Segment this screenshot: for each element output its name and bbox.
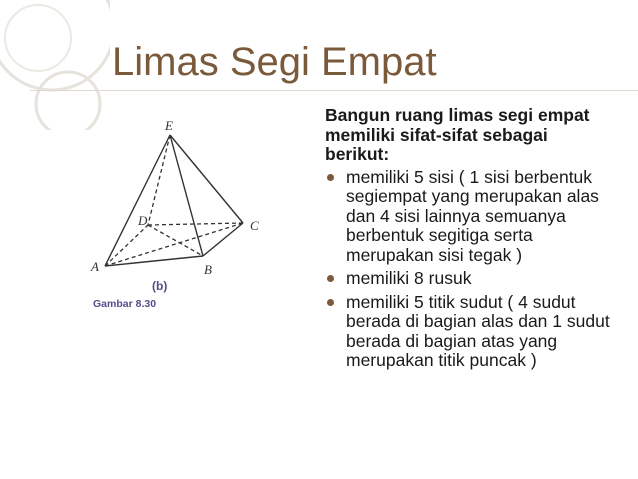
pyramid-figure xyxy=(90,112,285,317)
bullet-list xyxy=(325,168,615,371)
vertex-label-b: B xyxy=(204,262,212,277)
vertex-label-c: C xyxy=(250,218,259,233)
vertex-label-a: A xyxy=(91,259,99,274)
slide-content xyxy=(325,106,615,375)
figure-caption: Gambar 8.30 xyxy=(93,298,157,310)
figure-sublabel: (b) xyxy=(152,279,168,293)
bullet-text: memiliki 5 sisi ( 1 sisi berbentuk segiempat yang merupakan alas dan 4 sisi lainnya semuanya berbentuk segitiga serta merupakan sisi tegak ) xyxy=(346,166,599,265)
bullet-dot-icon xyxy=(327,174,334,181)
bullet-text: memiliki 5 titik sudut ( 4 sudut berada di bagian alas dan 1 sudut berada di bagian atas yang merupakan titik puncak ) xyxy=(346,291,610,370)
bullet-item xyxy=(325,293,615,371)
bullet-text: memiliki 8 rusuk xyxy=(346,268,472,288)
slide-title: Limas Segi Empat xyxy=(112,40,437,84)
bullet-item xyxy=(325,269,615,289)
bullet-dot-icon xyxy=(327,275,334,282)
vertex-label-e: E xyxy=(165,118,173,133)
intro-text: Bangun ruang limas segi empat memiliki sifat-sifat sebagai berikut: xyxy=(325,105,590,164)
vertex-label-d: D xyxy=(138,213,148,228)
decorative-circles xyxy=(0,0,110,130)
title-divider xyxy=(30,90,638,91)
bullet-dot-icon xyxy=(327,299,334,306)
bullet-item xyxy=(325,168,615,266)
